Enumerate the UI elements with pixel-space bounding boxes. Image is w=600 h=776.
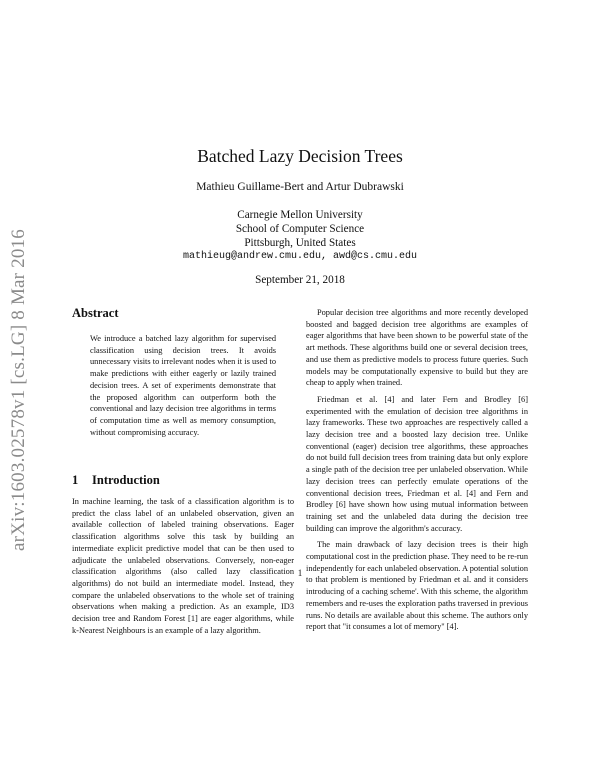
paragraph: Popular decision tree algorithms and more recently developed boosted and bagged decision tree algorithms are examples of eager algorithms that have been shown to be powerful state of the art methods. These algorithms build one or several decision trees, and use them as predictive models to process future queries. Such models may be computationally expensive to build but they are cheap to apply when trained. <box>306 308 528 388</box>
section-number: 1 <box>72 473 79 487</box>
affiliation-location: Pittsburgh, United States <box>244 237 356 249</box>
page-number: 1 <box>297 568 303 578</box>
paragraph: The main drawback of lazy decision trees is their high computational cost in the prediction phase. They need to be re-run independently for each unlabeled observation. A potential solution to that problem is mentioned by Friedman et al. and it considers introducing of a caching scheme'. With this scheme, the algorithm remembers and re-uses the exploration paths traversed in previous runs. No details are available about this scheme. The authors only report that "it consumes a lot of memory" [4]. <box>306 540 528 632</box>
affiliation-emails: mathieug@andrew.cmu.edu, awd@cs.cmu.edu <box>182 251 418 262</box>
abstract-body: We introduce a batched lazy algorithm for supervised classification using decision trees. It avoids unnecessary visits to irrelevant nodes when it is used to make predictions with either eagerly or lazily trained decision trees. A set of experiments demonstrate that the proposed algorithm can outperform both the conventional and lazy decision tree algorithms in terms of computation time as well as memory consumption, without compromising accuracy. <box>90 334 276 437</box>
paper-authors: Mathieu Guillame-Bert and Artur Dubrawski <box>196 181 404 193</box>
section-title: Introduction <box>92 473 160 487</box>
paragraph: In machine learning, the task of a classification algorithm is to predict the class label of an unlabeled observation, given an available collection of labeled training observations. Eager classification algorithms solve this task by building an intermediate explicit predictive model that can be then used to adjudicate the unlabeled observations. Conversely, non-eager classification algorithms (also called lazy classification algorithms) do not build an intermediate model. Instead, they compare the unlabeled observations to the whole set of training observations when making a prediction. As an example, ID3 decision tree and Random Forest [1] are eager algorithms, while k-Nearest Neighbours is an example of a lazy algorithm. <box>72 497 294 635</box>
arxiv-identifier-text: arXiv:1603.02578v1 [cs.LG] 8 Mar 2016 <box>8 229 29 551</box>
paper-date: September 21, 2018 <box>255 274 345 286</box>
affiliation-university: Carnegie Mellon University <box>237 209 363 221</box>
section-heading-introduction <box>72 473 160 488</box>
paper-title: Batched Lazy Decision Trees <box>197 146 403 166</box>
paragraph: Friedman et al. [4] and later Fern and Brodley [6] experimented with the emulation of decision tree algorithms in lazy frameworks. These two approaches are respectively called a lazy decision tree and a boosted lazy decision tree. Unlike conventional (eager) decision tree algorithms, these approaches do not build full decision trees from training data but only explore a single path of the decision tree per unlabeled observation. While lazy decision trees can perfectly emulate operations of the conventional decision trees, Friedman et al. [4] and Fern and Brodley [6] have shown how using mutual information between training set and the unlabeled data during the decision tree building can improve the algorithm's accuracy. <box>306 394 528 533</box>
affiliation-school: School of Computer Science <box>235 223 365 235</box>
abstract-heading: Abstract <box>72 306 119 320</box>
right-column-body <box>306 307 528 638</box>
author-affiliation <box>0 208 600 264</box>
